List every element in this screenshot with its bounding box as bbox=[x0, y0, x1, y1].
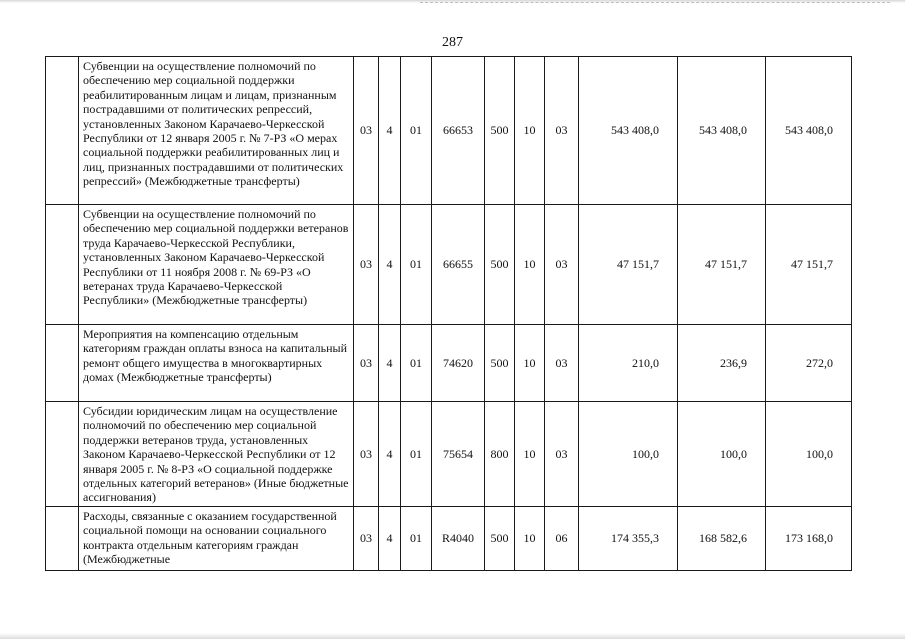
amount-cell: 100,0 bbox=[579, 402, 678, 507]
code-cell: 03 bbox=[354, 325, 379, 402]
code-cell: 10 bbox=[515, 205, 545, 325]
blank-cell bbox=[46, 507, 79, 571]
code-cell: 10 bbox=[515, 325, 545, 402]
amount-cell: 47 151,7 bbox=[766, 205, 852, 325]
amount-cell: 47 151,7 bbox=[678, 205, 766, 325]
table-row bbox=[46, 507, 852, 571]
code-cell: 10 bbox=[515, 507, 545, 571]
code-cell: 4 bbox=[379, 205, 401, 325]
code-cell: R4040 bbox=[432, 507, 485, 571]
description-cell: Субвенции на осуществление полномочий по обеспечению мер социальной поддержки реабилитированным лицам и лицам, признанным пострадавшими от политических репрессий, установленных Законом Карачаево-Черкесской Республики от 12 января 2005 г. № 7-РЗ «О мерах социальной поддержки реабилитированных лиц и лиц, признанных пострадавшими от политических репрессий» (Межбюджетные трансферты) bbox=[79, 57, 354, 205]
table-row bbox=[46, 205, 852, 325]
code-cell: 03 bbox=[545, 57, 579, 205]
code-cell: 03 bbox=[545, 325, 579, 402]
code-cell: 500 bbox=[485, 205, 515, 325]
description-cell: Субвенции на осуществление полномочий по обеспечению мер социальной поддержки ветеранов труда Карачаево-Черкесской Республики, установленных Законом Карачаево-Черкесской Республики от 11 ноября 2008 г. № 69-РЗ «О ветеранах труда Карачаево-Черкесской Республики» (Межбюджетные трансферты) bbox=[79, 205, 354, 325]
code-cell: 4 bbox=[379, 325, 401, 402]
code-cell: 800 bbox=[485, 402, 515, 507]
scan-top-marks bbox=[420, 2, 890, 5]
description-cell bbox=[79, 507, 354, 571]
code-cell: 66655 bbox=[432, 205, 485, 325]
budget-table bbox=[45, 56, 852, 571]
amount-cell: 543 408,0 bbox=[579, 57, 678, 205]
description-text: Расходы, связанные с оказанием государственной социальной помощи на основании социального контракта отдельным категориям граждан (Межбюджетные bbox=[83, 509, 337, 567]
code-cell: 06 bbox=[545, 507, 579, 571]
amount-cell: 174 355,3 bbox=[579, 507, 678, 571]
code-cell: 03 bbox=[545, 205, 579, 325]
code-cell: 500 bbox=[485, 325, 515, 402]
code-cell: 03 bbox=[545, 402, 579, 507]
table-row bbox=[46, 57, 852, 205]
amount-cell: 210,0 bbox=[579, 325, 678, 402]
amount-cell: 100,0 bbox=[766, 402, 852, 507]
code-cell: 01 bbox=[401, 205, 432, 325]
code-cell: 01 bbox=[401, 325, 432, 402]
page-number: 287 bbox=[442, 35, 463, 50]
code-cell: 03 bbox=[354, 205, 379, 325]
amount-cell: 100,0 bbox=[678, 402, 766, 507]
amount-cell: 272,0 bbox=[766, 325, 852, 402]
amount-cell: 543 408,0 bbox=[678, 57, 766, 205]
description-cell: Мероприятия на компенсацию отдельным категориям граждан оплаты взноса на капитальный ремонт общего имущества в многоквартирных домах (Межбюджетные трансферты) bbox=[79, 325, 354, 402]
code-cell: 4 bbox=[379, 402, 401, 507]
blank-cell bbox=[46, 205, 79, 325]
amount-cell: 236,9 bbox=[678, 325, 766, 402]
blank-cell bbox=[46, 325, 79, 402]
blank-cell bbox=[46, 402, 79, 507]
code-cell: 4 bbox=[379, 57, 401, 205]
code-cell: 75654 bbox=[432, 402, 485, 507]
table-row bbox=[46, 402, 852, 507]
scan-bottom-edge bbox=[0, 633, 905, 639]
code-cell: 74620 bbox=[432, 325, 485, 402]
blank-cell bbox=[46, 57, 79, 205]
code-cell: 03 bbox=[354, 57, 379, 205]
code-cell: 01 bbox=[401, 507, 432, 571]
amount-cell: 168 582,6 bbox=[678, 507, 766, 571]
code-cell: 500 bbox=[485, 507, 515, 571]
code-cell: 10 bbox=[515, 402, 545, 507]
code-cell: 01 bbox=[401, 57, 432, 205]
amount-cell: 543 408,0 bbox=[766, 57, 852, 205]
code-cell: 4 bbox=[379, 507, 401, 571]
code-cell: 03 bbox=[354, 402, 379, 507]
amount-cell: 173 168,0 bbox=[766, 507, 852, 571]
description-cell: Субсидии юридическим лицам на осуществление полномочий по обеспечению мер социальной поддержки ветеранов труда, установленных Законом Карачаево-Черкесской Республики от 12 января 2005 г. № 8-РЗ «О социальной поддержке отдельных категорий ветеранов» (Иные бюджетные ассигнования) bbox=[79, 402, 354, 507]
table-row bbox=[46, 325, 852, 402]
code-cell: 10 bbox=[515, 57, 545, 205]
code-cell: 01 bbox=[401, 402, 432, 507]
code-cell: 03 bbox=[354, 507, 379, 571]
amount-cell: 47 151,7 bbox=[579, 205, 678, 325]
code-cell: 500 bbox=[485, 57, 515, 205]
code-cell: 66653 bbox=[432, 57, 485, 205]
